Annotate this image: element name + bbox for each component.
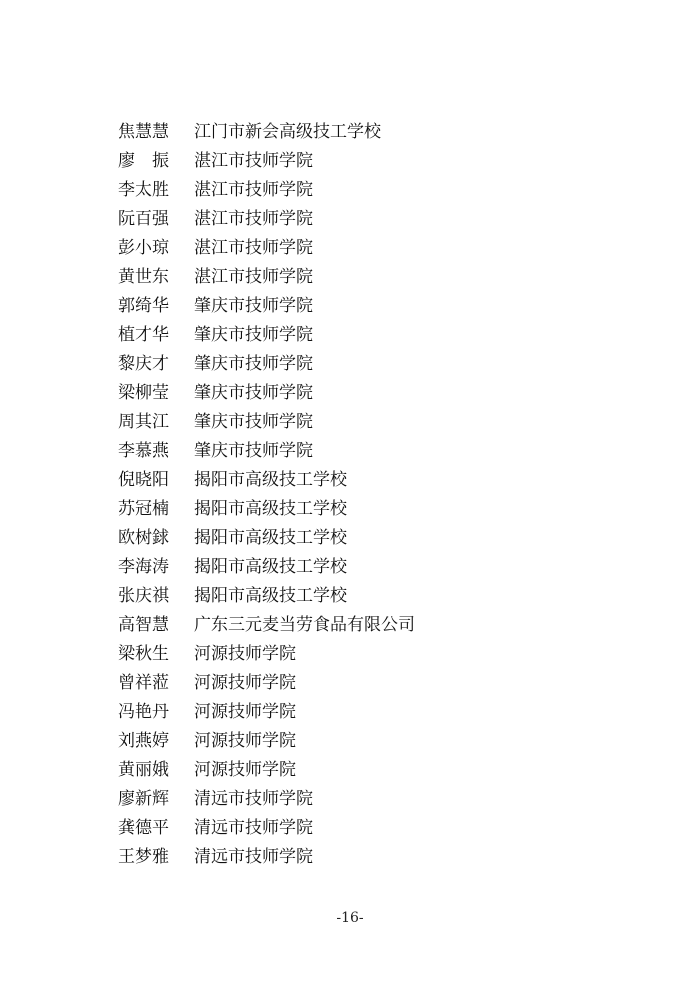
list-item	[118, 147, 415, 176]
person-name: 植才华	[118, 325, 169, 345]
person-name: 焦慧慧	[118, 122, 169, 142]
person-unit: 河源技师学院	[194, 760, 296, 780]
list-item	[118, 350, 415, 379]
list-item	[118, 785, 415, 814]
person-unit: 河源技师学院	[194, 702, 296, 722]
person-unit: 揭阳市高级技工学校	[194, 499, 347, 519]
list-item	[118, 553, 415, 582]
person-name: 黄丽娥	[118, 760, 169, 780]
person-name: 阮百强	[118, 209, 169, 229]
list-item	[118, 669, 415, 698]
person-name: 梁秋生	[118, 644, 169, 664]
list-item	[118, 408, 415, 437]
list-item	[118, 698, 415, 727]
person-name: 李海涛	[118, 557, 169, 577]
person-unit: 揭阳市高级技工学校	[194, 586, 347, 606]
list-item	[118, 582, 415, 611]
list-item	[118, 234, 415, 263]
name-list	[118, 118, 415, 872]
person-unit: 河源技师学院	[194, 731, 296, 751]
list-item	[118, 292, 415, 321]
person-unit: 揭阳市高级技工学校	[194, 470, 347, 490]
list-item	[118, 379, 415, 408]
person-unit: 揭阳市高级技工学校	[194, 557, 347, 577]
person-name: 高智慧	[118, 615, 169, 635]
person-unit: 湛江市技师学院	[194, 209, 313, 229]
person-name: 黄世东	[118, 267, 169, 287]
person-name: 张庆祺	[118, 586, 169, 606]
person-name: 李慕燕	[118, 441, 169, 461]
person-name: 李太胜	[118, 180, 169, 200]
person-name: 周其江	[118, 412, 169, 432]
person-unit: 肇庆市技师学院	[194, 383, 313, 403]
list-item	[118, 176, 415, 205]
list-item	[118, 118, 415, 147]
person-unit: 江门市新会高级技工学校	[194, 122, 381, 142]
person-name: 梁柳莹	[118, 383, 169, 403]
list-item	[118, 466, 415, 495]
list-item	[118, 727, 415, 756]
person-unit: 清远市技师学院	[194, 789, 313, 809]
list-item	[118, 524, 415, 553]
list-item	[118, 437, 415, 466]
person-unit: 广东三元麦当劳食品有限公司	[194, 615, 415, 635]
person-unit: 清远市技师学院	[194, 818, 313, 838]
person-unit: 河源技师学院	[194, 644, 296, 664]
person-unit: 湛江市技师学院	[194, 267, 313, 287]
person-unit: 湛江市技师学院	[194, 151, 313, 171]
person-name: 倪晓阳	[118, 470, 169, 490]
list-item	[118, 205, 415, 234]
person-name: 郭绮华	[118, 296, 169, 316]
person-name: 王梦雅	[118, 847, 169, 867]
person-name: 廖新辉	[118, 789, 169, 809]
person-unit: 湛江市技师学院	[194, 238, 313, 258]
person-name: 苏冠楠	[118, 499, 169, 519]
list-item	[118, 843, 415, 872]
person-name: 刘燕婷	[118, 731, 169, 751]
person-name: 廖 振	[118, 151, 169, 171]
person-name: 欧树銶	[118, 528, 169, 548]
page-number: -16-	[336, 910, 364, 926]
person-name: 彭小琼	[118, 238, 169, 258]
person-unit: 河源技师学院	[194, 673, 296, 693]
person-unit: 肇庆市技师学院	[194, 412, 313, 432]
person-unit: 肇庆市技师学院	[194, 296, 313, 316]
person-unit: 揭阳市高级技工学校	[194, 528, 347, 548]
list-item	[118, 640, 415, 669]
list-item	[118, 495, 415, 524]
person-unit: 清远市技师学院	[194, 847, 313, 867]
list-item	[118, 263, 415, 292]
person-name: 黎庆才	[118, 354, 169, 374]
person-unit: 肇庆市技师学院	[194, 325, 313, 345]
person-name: 曾祥蒞	[118, 673, 169, 693]
list-item	[118, 756, 415, 785]
list-item	[118, 321, 415, 350]
list-item	[118, 611, 415, 640]
person-unit: 肇庆市技师学院	[194, 354, 313, 374]
person-unit: 肇庆市技师学院	[194, 441, 313, 461]
person-unit: 湛江市技师学院	[194, 180, 313, 200]
person-name: 龚德平	[118, 818, 169, 838]
person-name: 冯艳丹	[118, 702, 169, 722]
list-item	[118, 814, 415, 843]
